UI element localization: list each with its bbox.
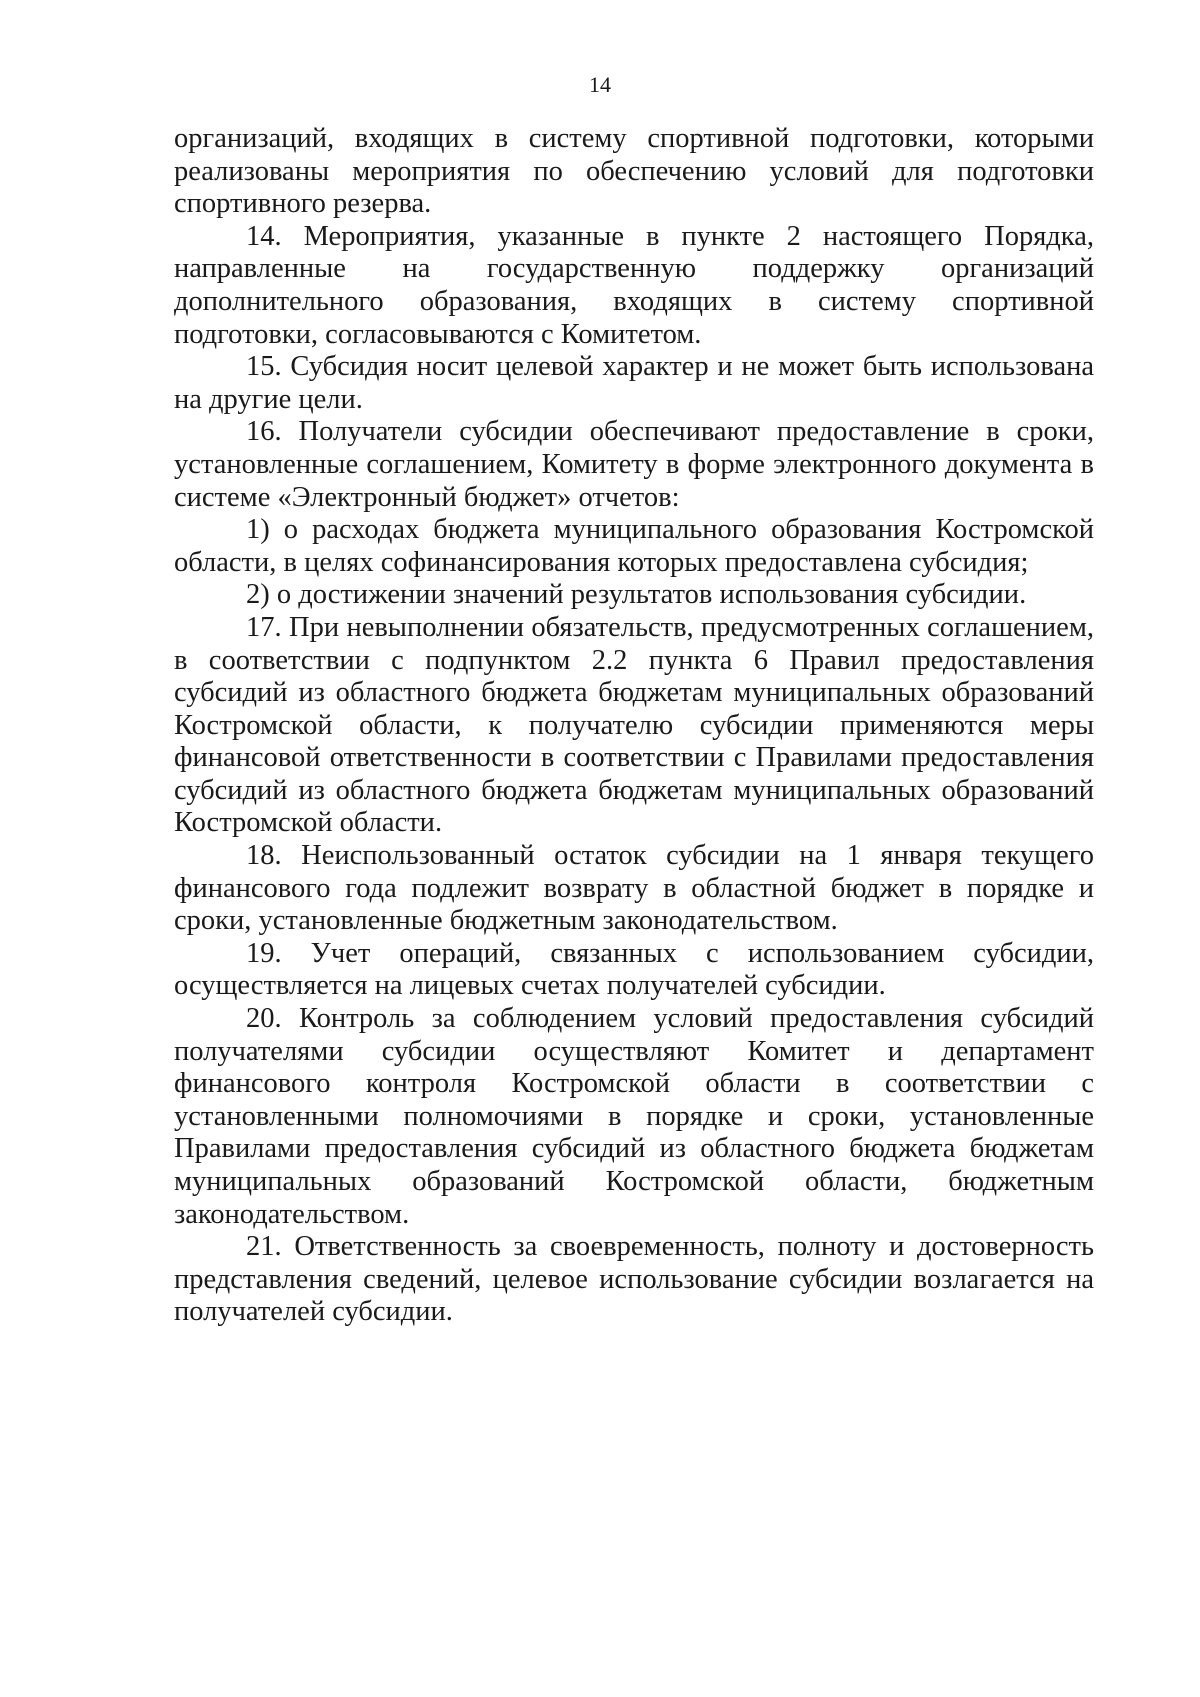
paragraph-item-20: 20. Контроль за соблюдением условий предоставления субсидий получателями субсидии осуществляют Комитет и департамент финансового контроля Костромской области в соответствии с установленными полномочиями в порядке и сроки, установленные Правилами предоставления субсидий из областного бюджета бюджетам муниципальных образований Костромской области, бюджетным законодательством. xyxy=(174,1003,1094,1230)
paragraph-item-15: 15. Субсидия носит целевой характер и не может быть использована на другие цели. xyxy=(174,351,1094,415)
paragraph-item-16: 16. Получатели субсидии обеспечивают предоставление в сроки, установленные соглашением, Комитету в форме электронного документа в системе «Электронный бюджет» отчетов: xyxy=(174,416,1094,513)
paragraph-item-18: 18. Неиспользованный остаток субсидии на 1 января текущего финансового года подлежит возврату в областной бюджет в порядке и сроки, установленные бюджетным законодательством. xyxy=(174,840,1094,937)
page-number: 14 xyxy=(589,72,611,97)
paragraph-subitem-2: 2) о достижении значений результатов использования субсидии. xyxy=(246,579,1027,611)
paragraph-continuation: организаций, входящих в систему спортивной подготовки, которыми реализованы мероприятия по обеспечению условий для подготовки спортивного резерва. xyxy=(174,123,1094,220)
paragraph-item-21: 21. Ответственность за своевременность, полноту и достоверность представления сведений, целевое использование субсидии возлагается на получателей субсидии. xyxy=(174,1231,1094,1328)
paragraph-item-14: 14. Мероприятия, указанные в пункте 2 настоящего Порядка, направленные на государственную поддержку организаций дополнительного образования, входящих в систему спортивной подготовки, согласовываются с Комитетом. xyxy=(174,220,1094,350)
paragraph-item-19: 19. Учет операций, связанных с использованием субсидии, осуществляется на лицевых счетах получателей субсидии. xyxy=(174,937,1094,1002)
document-body xyxy=(174,123,1094,1329)
paragraph-subitem-1: 1) о расходах бюджета муниципального образования Костромской области, в целях софинансирования которых предоставлена субсидия; xyxy=(174,514,1094,578)
paragraph-item-17: 17. При невыполнении обязательств, предусмотренных соглашением, в соответствии с подпунктом 2.2 пункта 6 Правил предоставления субсидий из областного бюджета бюджетам муниципальных образований Костромской области, к получателю субсидии применяются меры финансовой ответственности в соответствии с Правилами предоставления субсидий из областного бюджета бюджетам муниципальных образований Костромской области. xyxy=(174,611,1094,839)
